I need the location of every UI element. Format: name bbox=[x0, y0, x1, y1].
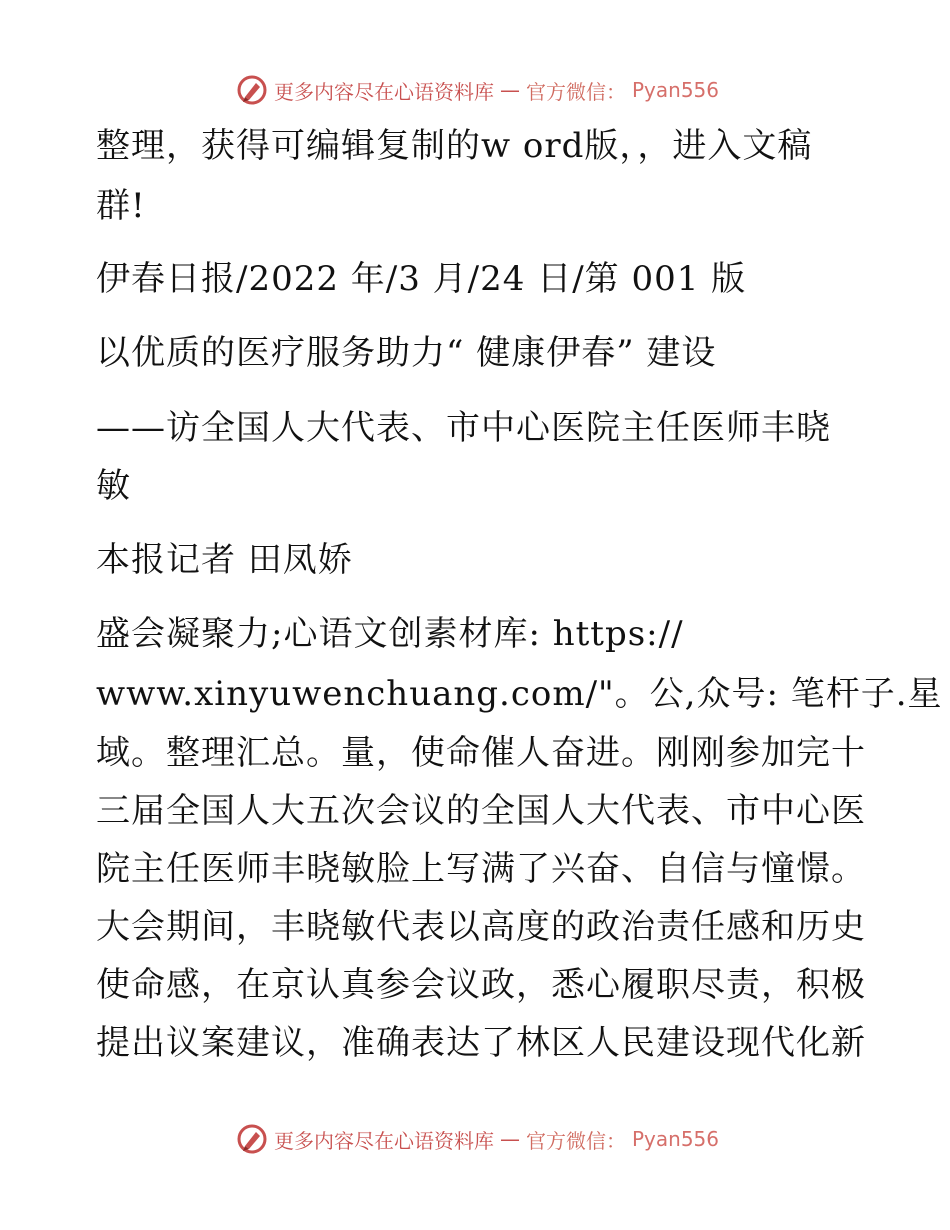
article-subtitle: ——访全国人大代表、市中心医院主任医师丰晓 bbox=[96, 408, 831, 448]
watermark-label: 官方微信： bbox=[526, 79, 626, 104]
text-line: 三届全国人大五次会议的全国人大代表、市中心医 bbox=[96, 791, 866, 831]
text-line: 域。整理汇总。量，使命催人奋进。刚刚参加完十 bbox=[96, 733, 866, 773]
text-line: 盛会凝聚力;心语文创素材库: https:// bbox=[96, 614, 684, 654]
text-line: 提出议案建议，准确表达了林区人民建设现代化新 bbox=[96, 1023, 866, 1063]
article-title: 以优质的医疗服务助力“ 健康伊春” 建设 bbox=[96, 333, 717, 373]
watermark-main-text: 更多内容尽在心语资料库 bbox=[274, 79, 494, 104]
article-subtitle-cont: 敏 bbox=[96, 466, 131, 506]
watermark-wechat-id: Pyan556 bbox=[632, 1127, 720, 1151]
text-line: 使命感，在京认真参会议政，悉心履职尽责，积极 bbox=[96, 965, 866, 1005]
watermark-dash: — bbox=[500, 1127, 520, 1151]
pen-logo-icon bbox=[236, 1123, 268, 1155]
watermark-footer bbox=[236, 1121, 720, 1157]
watermark-label: 官方微信： bbox=[526, 1128, 626, 1153]
watermark-wechat-id: Pyan556 bbox=[632, 78, 720, 102]
pen-logo-icon bbox=[236, 74, 268, 106]
watermark-dash: — bbox=[500, 78, 520, 102]
watermark-header bbox=[236, 72, 720, 108]
text-line: 院主任医师丰晓敏脸上写满了兴奋、自信与憧憬。 bbox=[96, 849, 866, 889]
text-line: 群! bbox=[96, 186, 146, 226]
watermark-main-text: 更多内容尽在心语资料库 bbox=[274, 1128, 494, 1153]
text-line: 伊春日报/2022 年/3 月/24 日/第 001 版 bbox=[96, 259, 747, 299]
text-line: 整理，获得可编辑复制的w ord版，，进入文稿 bbox=[96, 126, 813, 166]
text-line: www.xinyuwenchuang.com/"。公,众号: 笔杆子.星 bbox=[96, 674, 943, 714]
text-line: 大会期间，丰晓敏代表以高度的政治责任感和历史 bbox=[96, 907, 866, 947]
byline: 本报记者 田凤娇 bbox=[96, 540, 353, 580]
